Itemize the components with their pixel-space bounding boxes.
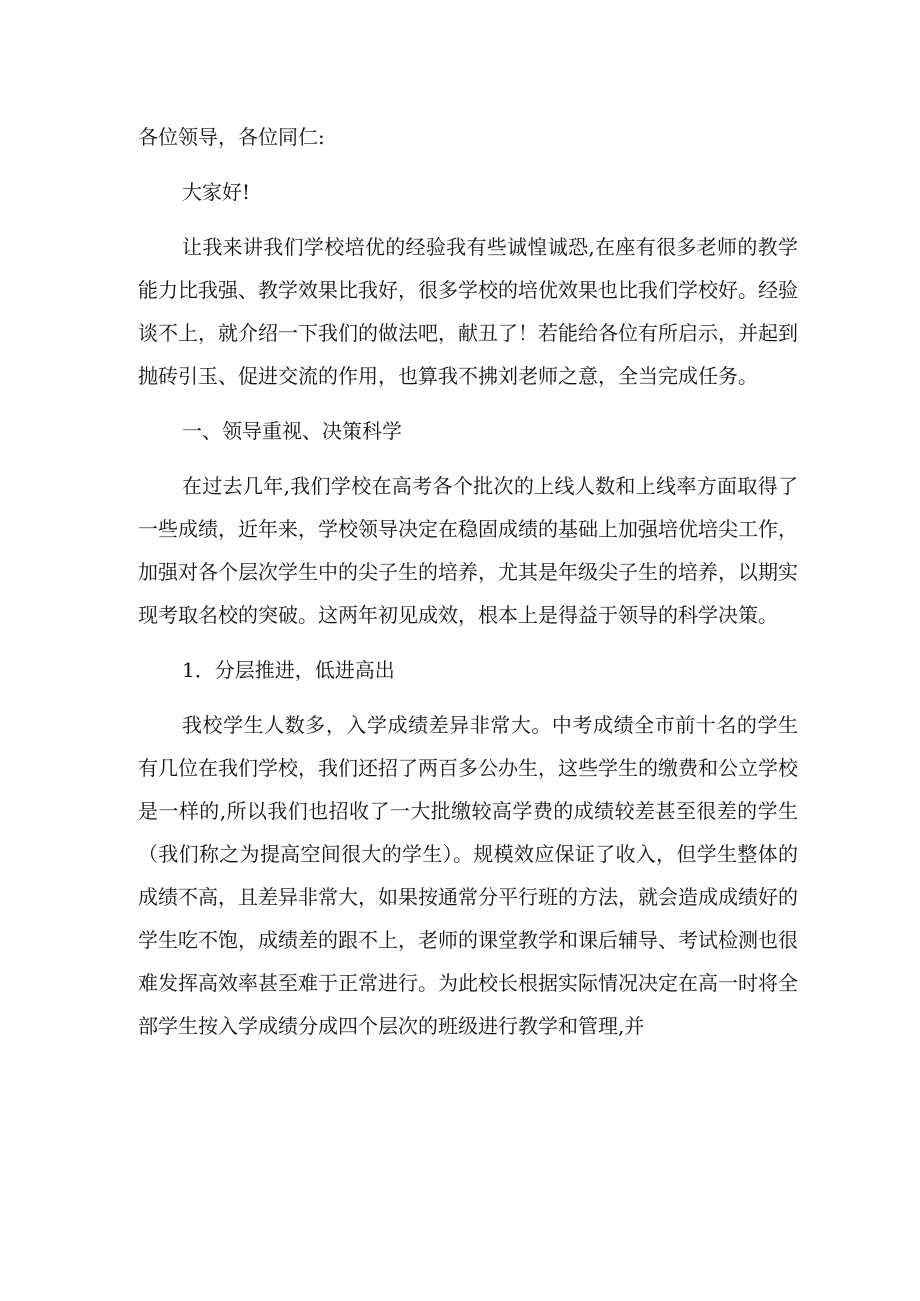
- subsection-paragraph: 我校学生人数多，入学成绩差异非常大。中考成绩全市前十名的学生有几位在我们学校，我们还招了两百多公办生，这些学生的缴费和公立学校是一样的,所以我们也招收了一大批缴较高学费的成绩较差甚至很差的学生（我们称之为提高空间很大的学生）。规模效应保证了收入，但学生整体的成绩不高，且差异非常大，如果按通常分平行班的方法，就会造成成绩好的学生吃不饱，成绩差的跟不上，老师的课堂教学和课后辅导、考试检测也很难发挥高效率甚至难于正常进行。为此校长根据实际情况决定在高一时将全部学生按入学成绩分成四个层次的班级进行教学和管理,并: [138, 713, 798, 1038]
- greeting: 大家好!: [182, 180, 251, 204]
- intro-paragraph: 让我来讲我们学校培优的经验我有些诚惶诚恐,在座有很多老师的教学能力比我强、教学效果比我好，很多学校的培优效果也比我们学校好。经验谈不上，就介绍一下我们的做法吧，献丑了！若能给各位有所启示，并起到抛砖引玉、促进交流的作用，也算我不拂刘老师之意，全当完成任务。: [138, 235, 798, 388]
- section-heading: 一、领导重视、决策科学: [182, 419, 402, 443]
- document-page: [138, 116, 798, 1060]
- section-paragraph: 在过去几年,我们学校在高考各个批次的上线人数和上线率方面取得了一些成绩，近年来，学校领导决定在稳固成绩的基础上加强培优培尖工作，加强对各个层次学生中的尖子生的培养，尤其是年级尖子生的培养，以期实现考取名校的突破。这两年初见成效，根本上是得益于领导的科学决策。: [138, 474, 798, 627]
- salutation: 各位领导，各位同仁:: [138, 125, 325, 149]
- subsection-heading: 1．分层推进，低进高出: [182, 658, 395, 682]
